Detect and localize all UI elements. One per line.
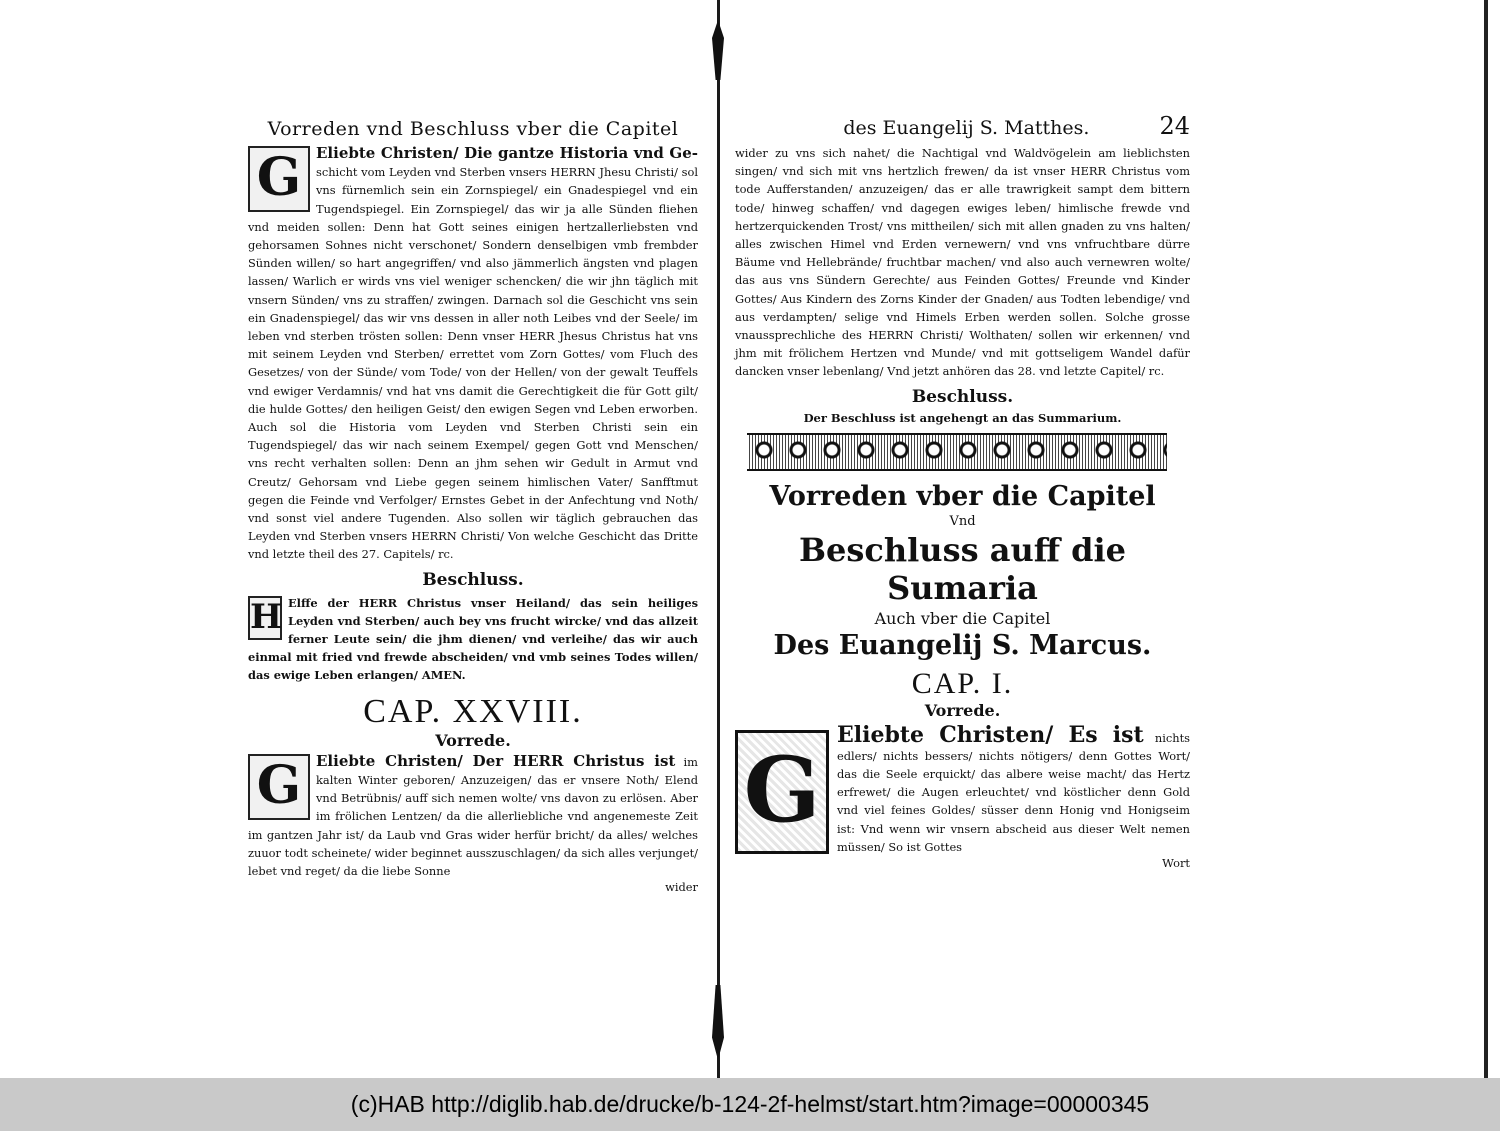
intro-block xyxy=(248,144,698,564)
beschluss-block xyxy=(248,594,698,685)
intro-lead: Eliebte Christen/ Die gantze Historia vnd Ge- xyxy=(316,144,698,162)
cap1-text: nichts edlers/ nichts bessers/ nichts nötigers/ denn Gottes Wort/ das die Seele erquickt/ das albere weise macht/ das Hertz erfrewet/ die Augen erleuchtet/ vnd köstlicher denn Gold vnd viel feines Goldes/ süsser denn Honig vnd Honigseim ist: Vnd wenn wir vnsern abscheid aus dieser Welt nemen müssen/ So ist Gottes xyxy=(837,730,1191,854)
page-edge xyxy=(1484,0,1488,1078)
cap28-text: im kalten Winter geboren/ Anzuzeigen/ das er vnsere Noth/ Elend vnd Betrübnis/ auff sich nemen wolte/ vns davon zu erlösen. Aber im frölichen Lentzen/ da die allerliebliche vnd angenemeste Zeit im gantzen Jahr ist/ da Laub vnd Gras wider herfür bricht/ da alles/ welches zuuor todt scheinete/ wider beginnet ausszuschlagen/ da sich alles verjunget/ lebet vnd reget/ da die liebe Sonne xyxy=(248,754,698,878)
book-gutter xyxy=(712,0,724,1078)
gutter-bottom-shadow xyxy=(712,985,724,1060)
beschluss-paragraph: Elffe der HERR Christus vnser Heiland/ das sein heiliges Leyden vnd Sterben/ auch bey vns frucht wircke/ vnd das allzeit ferner Leute sein/ die jhm dienen/ vnd verleihe/ das wir auch einmal mit fried vnd frewde abscheiden/ vnd vmb seines Todes willen/ das ewige Leben erlangen/ AMEN. xyxy=(248,595,698,683)
decorated-initial: G xyxy=(248,146,310,212)
right-running-head-row xyxy=(735,112,1190,140)
beschluss-heading: Beschluss. xyxy=(422,569,524,590)
decorated-initial-g: G xyxy=(248,754,310,820)
gutter-line xyxy=(717,0,720,1078)
title-line-4: Auch vber die Capitel xyxy=(874,608,1051,628)
title-line-3: Beschluss auff die Sumaria xyxy=(798,530,1127,607)
vorrede-heading-right: Vorrede. xyxy=(924,700,1001,720)
right-running-head: des Euangelij S. Matthes. xyxy=(843,117,1090,139)
vorrede-heading: Vorrede. xyxy=(435,730,511,750)
decorated-initial-h: H xyxy=(248,596,282,640)
left-running-head: Vorreden vnd Beschluss vber die Capitel xyxy=(267,118,679,140)
title-line-2: Vnd xyxy=(949,513,976,529)
chapter-heading: CAP. XXVIII. xyxy=(363,692,583,730)
cap28-paragraph xyxy=(248,752,698,880)
left-page xyxy=(248,118,698,894)
right-page xyxy=(735,112,1190,870)
cap28-lead: Eliebte Christen/ Der HERR Christus ist xyxy=(316,751,676,770)
intro-paragraph xyxy=(248,144,698,564)
title-line-5: Des Euangelij S. Marcus. xyxy=(773,629,1152,661)
cap1-lead: Eliebte Christen/ Es ist xyxy=(837,721,1144,748)
cap1-block xyxy=(735,721,1191,856)
chapter-heading-right: CAP. I. xyxy=(911,666,1014,700)
intro-text: schicht vom Leyden vnd Sterben vnsers HERRN Jhesu Christi/ sol vns fürnemlich sein ein Zornspiegel/ ein Gnadespiegel vnd ein Tugendspiegel. Ein Zornspiegel/ das wir ja alle Sünden fliehen vnd meiden sollen: Denn hat Gott seines einigen hertzallerliebsten vnd gehorsamen Sohnes nicht verschonet/ Sondern denselbigen vmb frembder Sünden willen/ so hart angegriffen/ vnd also jämmerlich ängsten vnd plagen lassen/ Warlich er wirds vns viel weniger schencken/ die wir jhn täglich mit vnsern Sünden/ vns zu straffen/ zwingen. Darnach sol die Geschicht vns sein ein Gnadenspiegel/ das wir vns dessen in aller noth Leibes vnd der Seele/ im leben vnd sterben trösten sollen: Denn vnser HERR Jhesus Christus hat vns mit seinem Leyden vnd Sterben/ errettet vom Zorn Gottes/ vom Fluch des Gesetzes/ von der Sünde/ vom Tode/ von der Hellen/ von der gewalt Teuffels vnd ewiger Verdamnis/ vnd hat vns damit die Gerechtigkeit die für Gott gilt/ die hulde Gottes/ den heiligen Geist/ den ewigen Segen vnd Leben erworben. Auch sol die Historia vom Leyden vnd Sterben Christi sein ein Tugendspiegel/ das wir nach seinem Exempel/ gegen Gott vnd Menschen/ vns recht verhalten sollen: Denn an jhm sehen wir Gedult in Armut vnd Creutz/ Gehorsam vnd Liebe gegen seinem himlischen Vater/ Sanfftmut gegen die Feinde vnd Verfolger/ Ernstes Gebet in der Anfechtung vnd Noth/ vnd sonst viel andere Tugenden. Also sollen wir täglich gebrauchen das Leyden vnd Sterben vnsers HERRN Christi/ Von welche Geschicht das Dritte vnd letzte theil des 27. Capitels/ rc. xyxy=(248,165,698,562)
ornament-band xyxy=(747,433,1167,471)
catchword-right: Wort xyxy=(1162,856,1190,871)
continued-paragraph: wider zu vns sich nahet/ die Nachtigal vnd Waldvögelein am lieblichsten singen/ vnd sich mit vns hertzlich frewen/ da ist vnser HERR Christus vom tode Aufferstanden/ anzuzeigen/ das er alle trawrigkeit sampt dem bittern tode/ hinweg schaffen/ vnd dagegen ewiges leben/ himlische frewde vnd hertzerquickenden Trost/ vns mittheilen/ sich mit allen gnaden zu vns halten/ alles zwischen Himel vnd Erden vernewern/ vnd vns vnfruchtbare dürre Bäume vnd Hellebrände/ fruchtbar machen/ vnd also auch vernewren wolte/ das aus vns Sündern Gerechte/ aus Feinden Gottes/ Freunde vnd Kinder Gottes/ Aus Kindern des Zorns Kinder der Gnaden/ aus Todten lebendige/ vnd aus verdampten/ selige vnd Himels Erben werden sollen. Solche grosse vnaussprechliche des HERRN Christi/ Wolthaten/ sollen wir erkennen/ vnd jhm mit frölichem Hertzen vnd Munde/ vnd mit gottseligem Wandel dafür dancken vnser lebenlang/ Vnd jetzt anhören das 28. vnd letzte Capitel/ rc. xyxy=(735,146,1190,379)
woodcut-initial: G xyxy=(735,730,829,854)
copyright-footer: (c)HAB http://diglib.hab.de/drucke/b-124-2f-helmst/start.htm?image=00000345 xyxy=(0,1078,1500,1131)
beschluss-heading-right: Beschluss. xyxy=(911,386,1014,407)
gutter-top-shadow xyxy=(712,20,724,80)
page-number: 24 xyxy=(1159,112,1190,140)
beschluss-note: Der Beschluss ist angehengt an das Summarium. xyxy=(803,410,1122,425)
cap28-block xyxy=(248,752,698,880)
title-line-1: Vorreden vber die Capitel xyxy=(769,480,1156,512)
catchword: wider xyxy=(665,880,698,895)
